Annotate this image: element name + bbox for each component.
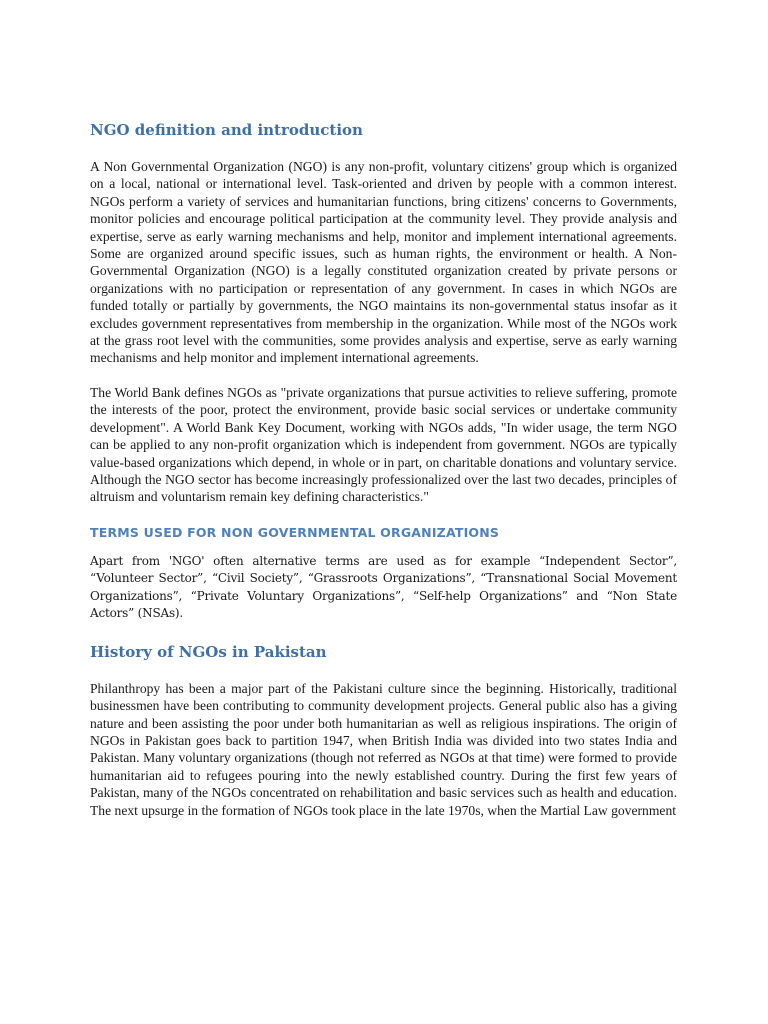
paragraph-terms: Apart from 'NGO' often alternative terms are used as for example “Independent Sector”, “Volunteer Sector”, “Civil Society”, “Grassroots Organizations”, “Transnational Social Movement Organizations”, “Private Voluntary Organizations”, “Self-help Organizations” and “Non State Actors” (NSAs). <box>90 553 677 621</box>
paragraph-history: Philanthropy has been a major part of the Pakistani culture since the beginning. Historically, traditional businessmen have been contributing to community development projects. General public also has a giving nature and been assisting the poor under both humanitarian as well as religious inspirations. The origin of NGOs in Pakistan goes back to partition 1947, when British India was divided into two states India and Pakistan. Many voluntary organizations (though not referred as NGOs at that time) were formed to provide humanitarian aid to refugees pouring into the newly established country. During the first few years of Pakistan, many of the NGOs concentrated on rehabilitation and basic services such as health and education. The next upsurge in the formation of NGOs took place in the late 1970s, when the Martial Law government <box>90 680 677 818</box>
section-heading-history: History of NGOs in Pakistan <box>90 642 327 661</box>
paragraph-ngo-definition: A Non Governmental Organization (NGO) is any non-profit, voluntary citizens' group which is organized on a local, national or international level. Task-oriented and driven by people with a common interest. NGOs perform a variety of services and humanitarian functions, bring citizens' concerns to Governments, monitor policies and encourage political participation at the community level. They provide analysis and expertise, serve as early warning mechanisms and help, monitor and implement international agreements. Some are organized around specific issues, such as human rights, the environment or health. A Non-Governmental Organization (NGO) is a legally constituted organization created by private persons or organizations with no participation or representation of any government. In cases in which NGOs are funded totally or partially by governments, the NGO maintains its non-governmental status insofar as it excludes government representatives from membership in the organization. While most of the NGOs work at the grass root level with the communities, some provides analysis and expertise, serve as early warning mechanisms and help monitor and implement international agreements. <box>90 159 677 366</box>
document-content <box>90 118 677 836</box>
section-heading-terms: TERMS USED FOR NON GOVERNMENTAL ORGANIZATIONS <box>90 524 500 540</box>
paragraph-world-bank-definition: The World Bank defines NGOs as "private organizations that pursue activities to relieve suffering, promote the interests of the poor, protect the environment, provide basic social services or undertake community development". A World Bank Key Document, working with NGOs adds, "In wider usage, the term NGO can be applied to any non-profit organization which is independent from government. NGOs are typically value-based organizations which depend, in whole or in part, on charitable donations and voluntary service. Although the NGO sector has become increasingly professionalized over the last two decades, principles of altruism and voluntarism remain key defining characteristics." <box>90 384 677 505</box>
section-heading-ngo-definition: NGO definition and introduction <box>90 121 363 139</box>
